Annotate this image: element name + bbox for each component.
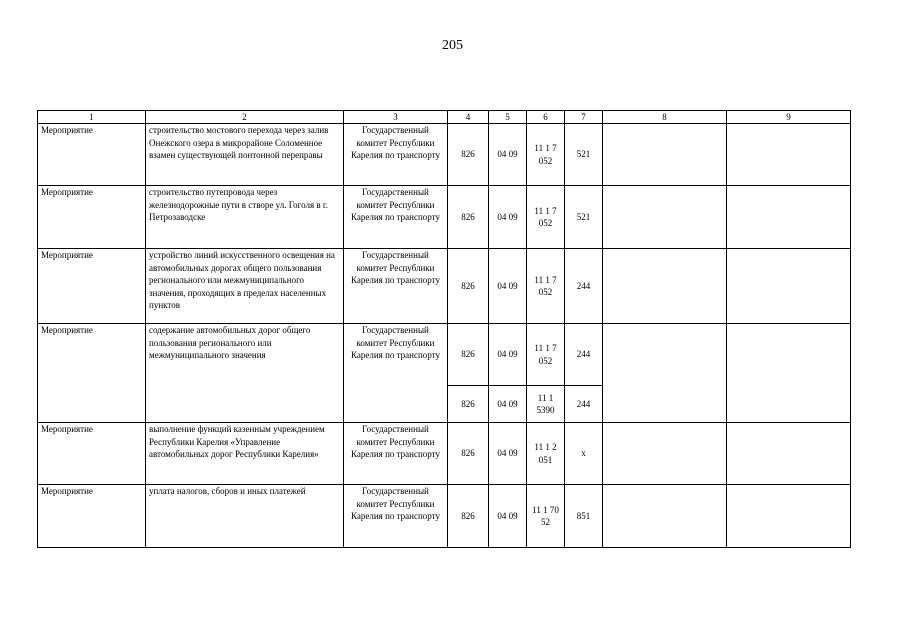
grbs-cell: 826 [448, 124, 489, 186]
csr-cell: 11 1 7 052 [527, 249, 565, 324]
col8-cell [603, 124, 727, 186]
grbs-cell: 826 [448, 386, 489, 423]
rzpr-cell: 04 09 [489, 324, 527, 386]
col9-cell [727, 423, 851, 485]
header-cell: 7 [565, 111, 603, 124]
row-type-cell: Мероприятие [38, 124, 146, 186]
col8-cell [603, 485, 727, 548]
rzpr-cell: 04 09 [489, 186, 527, 249]
table-row [38, 324, 851, 386]
measure-name-cell: выполнение функций казенным учреждением Республики Карелия «Управление автомобильных дорог Республики Карелия» [146, 423, 344, 485]
measure-name-cell: содержание автомобильных дорог общего пользования регионального или межмуниципального значения [146, 324, 344, 423]
grbs-cell: 826 [448, 423, 489, 485]
vr-cell: 851 [565, 485, 603, 548]
row-type-cell: Мероприятие [38, 186, 146, 249]
col9-cell [727, 249, 851, 324]
grbs-cell: 826 [448, 485, 489, 548]
col9-cell [727, 124, 851, 186]
header-row [38, 111, 851, 124]
rzpr-cell: 04 09 [489, 386, 527, 423]
table-row [38, 485, 851, 548]
row-type-cell: Мероприятие [38, 324, 146, 423]
measure-name-cell: уплата налогов, сборов и иных платежей [146, 485, 344, 548]
vr-cell: 521 [565, 186, 603, 249]
csr-cell: 11 1 70 52 [527, 485, 565, 548]
col9-cell [727, 485, 851, 548]
vr-cell: х [565, 423, 603, 485]
administrator-cell: Государственный комитет Республики Карелия по транспорту [344, 324, 448, 423]
col8-cell [603, 423, 727, 485]
csr-cell: 11 1 5390 [527, 386, 565, 423]
header-cell: 1 [38, 111, 146, 124]
administrator-cell: Государственный комитет Республики Карелия по транспорту [344, 186, 448, 249]
header-cell: 6 [527, 111, 565, 124]
rzpr-cell: 04 09 [489, 124, 527, 186]
col9-cell [727, 324, 851, 423]
csr-cell: 11 1 2 051 [527, 423, 565, 485]
col8-cell [603, 249, 727, 324]
grbs-cell: 826 [448, 249, 489, 324]
table-row [38, 186, 851, 249]
vr-cell: 244 [565, 386, 603, 423]
measure-name-cell: устройство линий искусственного освещения на автомобильных дорогах общего пользования регионального или межмуниципального значения, проходящих в пределах населенных пунктов [146, 249, 344, 324]
table-row [38, 249, 851, 324]
administrator-cell: Государственный комитет Республики Карелия по транспорту [344, 423, 448, 485]
vr-cell: 521 [565, 124, 603, 186]
row-type-cell: Мероприятие [38, 423, 146, 485]
table-row [38, 423, 851, 485]
grbs-cell: 826 [448, 324, 489, 386]
grbs-cell: 826 [448, 186, 489, 249]
header-cell: 4 [448, 111, 489, 124]
col9-cell [727, 186, 851, 249]
administrator-cell: Государственный комитет Республики Карелия по транспорту [344, 124, 448, 186]
csr-cell: 11 1 7 052 [527, 124, 565, 186]
page-number: 205 [442, 38, 463, 53]
csr-cell: 11 1 7 052 [527, 324, 565, 386]
rzpr-cell: 04 09 [489, 249, 527, 324]
header-cell: 2 [146, 111, 344, 124]
col8-cell [603, 324, 727, 423]
header-cell: 9 [727, 111, 851, 124]
measure-name-cell: строительство путепровода через железнодорожные пути в створе ул. Гоголя в г. Петрозаводске [146, 186, 344, 249]
header-cell: 8 [603, 111, 727, 124]
table-row [38, 124, 851, 186]
vr-cell: 244 [565, 324, 603, 386]
col8-cell [603, 186, 727, 249]
measure-name-cell: строительство мостового перехода через залив Онежского озера в микрорайоне Соломенное взамен существующей понтонной переправы [146, 124, 344, 186]
row-type-cell: Мероприятие [38, 485, 146, 548]
csr-cell: 11 1 7 052 [527, 186, 565, 249]
header-cell: 3 [344, 111, 448, 124]
vr-cell: 244 [565, 249, 603, 324]
budget-table [37, 110, 851, 548]
administrator-cell: Государственный комитет Республики Карелия по транспорту [344, 485, 448, 548]
rzpr-cell: 04 09 [489, 423, 527, 485]
administrator-cell: Государственный комитет Республики Карелия по транспорту [344, 249, 448, 324]
header-cell: 5 [489, 111, 527, 124]
rzpr-cell: 04 09 [489, 485, 527, 548]
row-type-cell: Мероприятие [38, 249, 146, 324]
